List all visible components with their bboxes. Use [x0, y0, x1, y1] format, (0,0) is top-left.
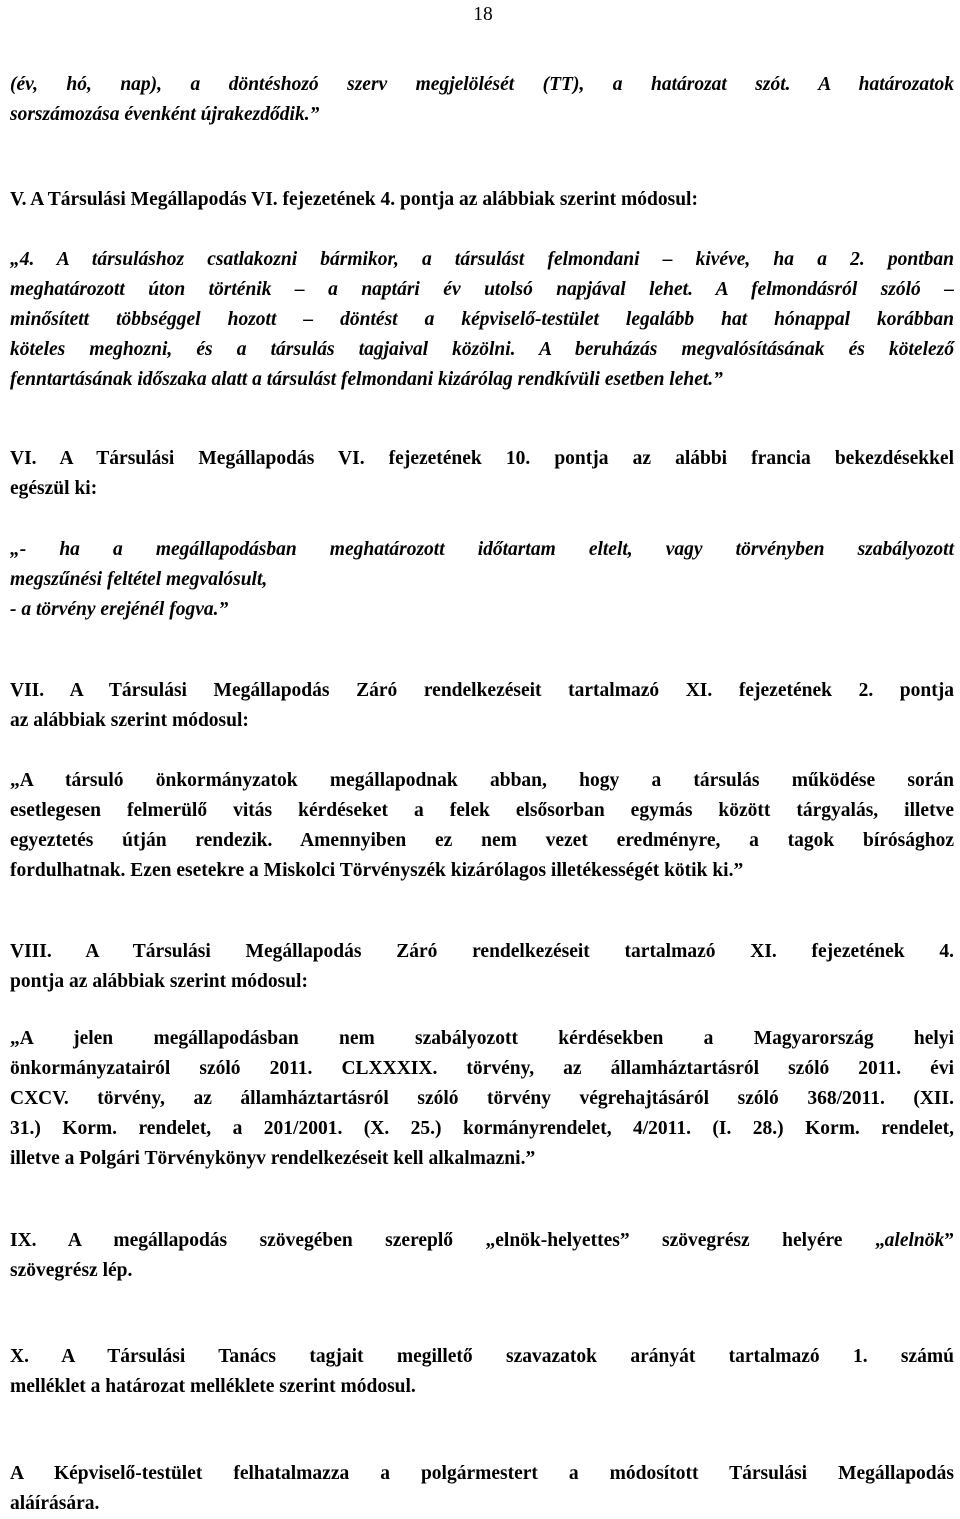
text-line: VII. A Társulási Megállapodás Záró rendelkezéseit tartalmazó XI. fejezetének 2. pontja [10, 680, 954, 701]
section-heading-vii [10, 676, 954, 736]
paragraph-resolution-numbering [10, 70, 954, 130]
section-heading-viii [10, 937, 954, 997]
text-line: önkormányzatairól szóló 2011. CLXXXIX. törvény, az államháztartásról szóló 2011. évi [10, 1058, 954, 1079]
page-number: 18 [473, 4, 493, 25]
text-line [10, 1226, 954, 1256]
text-line: VI. A Társulási Megállapodás VI. fejezetének 10. pontja az alábbi francia bekezdésekkel [10, 448, 954, 469]
text-line: szövegrész lép. [10, 1260, 133, 1281]
text-line: meghatározott úton történik – a naptári év utolsó napjával lehet. A felmondásról szóló – [10, 279, 954, 300]
text-line: „4. A társuláshoz csatlakozni bármikor, a társulást felmondani – kivéve, ha a 2. pontban [10, 249, 954, 270]
text-line: „A jelen megállapodásban nem szabályozott kérdésekben a Magyarország helyi [10, 1028, 954, 1049]
text-segment: ” [944, 1230, 954, 1251]
text-line: CXCV. törvény, az államháztartásról szóló törvény végrehajtásáról szóló 368/2011. (XII. [10, 1088, 954, 1109]
text-line: A Képviselő-testület felhatalmazza a polgármestert a módosított Társulási Megállapodás [10, 1463, 954, 1484]
text-line: fordulhatnak. Ezen esetekre a Miskolci Törvényszék kizárólagos illetékességét kötik ki.” [10, 860, 744, 881]
text-line: egyeztetés útján rendezik. Amennyiben ez nem vezet eredményre, a tagok bírósághoz [10, 830, 954, 851]
text-line: fenntartásának időszaka alatt a társulást felmondani kizárólag rendkívüli esetben lehet.” [10, 369, 723, 390]
text-line: az alábbiak szerint módosul: [10, 710, 249, 731]
section-heading-vi [10, 444, 954, 504]
text-line: illetve a Polgári Törvénykönyv rendelkezéseit kell alkalmazni.” [10, 1148, 536, 1169]
text-segment: IX. A megállapodás szövegében szereplő „elnök-helyettes” szövegrész helyére „ [10, 1230, 885, 1251]
section-heading-x [10, 1342, 954, 1402]
text-line: „- ha a megállapodásban meghatározott időtartam eltelt, vagy törvényben szabályozott [10, 539, 954, 560]
text-line: aláírására. [10, 1493, 100, 1514]
text-line: (év, hó, nap), a döntéshozó szerv megjelölését (TT), a határozat szót. A határozatok [10, 74, 954, 95]
text-line: - a törvény erejénél fogva.” [10, 599, 229, 620]
section-heading-v [10, 185, 954, 215]
quoted-amendment-10 [10, 535, 954, 625]
text-line: köteles meghozni, és a társulás tagjaival közölni. A beruházás megvalósításának és kötelező [10, 339, 954, 360]
text-line: 31.) Korm. rendelet, a 201/2001. (X. 25.) kormányrendelet, 4/2011. (I. 28.) Korm. rendelet, [10, 1118, 954, 1139]
quoted-amendment-xi-2 [10, 766, 954, 886]
text-line: „A társuló önkormányzatok megállapodnak abban, hogy a társulás működése során [10, 770, 954, 791]
section-heading-ix [10, 1226, 954, 1286]
authorization-paragraph [10, 1459, 954, 1519]
text-line: megszűnési feltétel megvalósult, [10, 569, 268, 590]
text-line: pontja az alábbiak szerint módosul: [10, 971, 308, 992]
text-line: egészül ki: [10, 478, 98, 499]
text-line: V. A Társulási Megállapodás VI. fejezetének 4. pontja az alábbiak szerint módosul: [10, 189, 698, 210]
quoted-amendment-xi-4 [10, 1024, 954, 1174]
text-line: X. A Társulási Tanács tagjait megillető szavazatok arányát tartalmazó 1. számú [10, 1346, 954, 1367]
text-line: minősített többséggel hozott – döntést a képviselő-testület legalább hat hónappal korábban [10, 309, 954, 330]
text-line: esetlegesen felmerülő vitás kérdéseket a felek elsősorban egymás között tárgyalás, illetve [10, 800, 954, 821]
text-line: VIII. A Társulási Megállapodás Záró rendelkezéseit tartalmazó XI. fejezetének 4. [10, 941, 954, 962]
italic-term: alelnök [884, 1230, 945, 1251]
quoted-amendment-4 [10, 245, 954, 395]
text-line: sorszámozása évenként újrakezdődik.” [10, 104, 320, 125]
text-line: melléklet a határozat melléklete szerint módosul. [10, 1376, 416, 1397]
